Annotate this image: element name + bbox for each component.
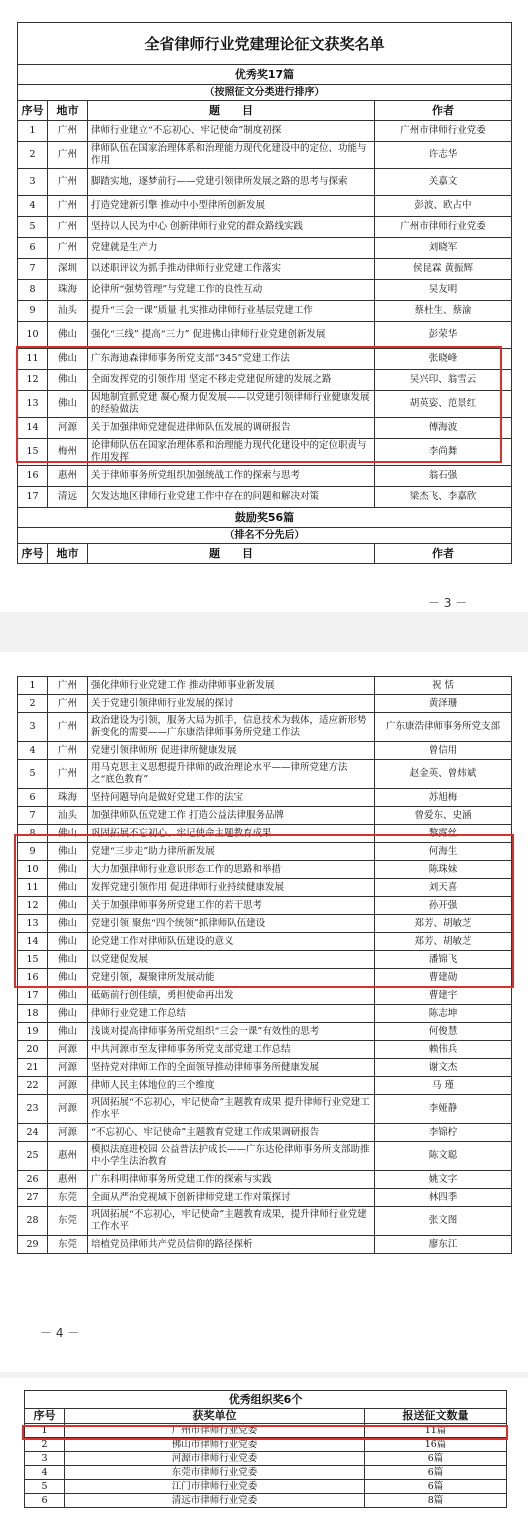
table-row: [18, 987, 512, 1005]
row-author: 翁石强: [375, 466, 512, 487]
row-number: 10: [18, 322, 48, 349]
row-topic: 脚踏实地，逐梦前行——党建引领律所发展之路的思考与探索: [88, 169, 375, 196]
row-topic: 党建就是生产力: [88, 238, 375, 259]
row-number: 28: [18, 1207, 48, 1236]
table-row: [18, 1077, 512, 1095]
row-number: 2: [18, 695, 48, 713]
table-row: [18, 1005, 512, 1023]
row-author: 张晓峰: [375, 349, 512, 370]
table-row: [18, 322, 512, 349]
row-count: 8篇: [365, 1494, 507, 1508]
row-author: 侯昆霖 黄振辉: [375, 259, 512, 280]
table-row: [18, 487, 512, 508]
row-author: 曹建勋: [375, 969, 512, 987]
row-number: 8: [18, 825, 48, 843]
table-row: [18, 677, 512, 695]
table-row: [18, 196, 512, 217]
row-author: 傅海波: [375, 418, 512, 439]
table-row: [18, 969, 512, 987]
row-city: 河源: [48, 418, 88, 439]
table-row: [18, 301, 512, 322]
row-author: 马 瑾: [375, 1077, 512, 1095]
row-city: 珠海: [48, 280, 88, 301]
row-topic: 巩固拓展不忘初心、牢记使命主题教育成果: [88, 825, 375, 843]
row-number: 22: [18, 1077, 48, 1095]
row-author: 何俊慧: [375, 1023, 512, 1041]
row-unit: 清远市律师行业党委: [65, 1494, 365, 1508]
row-number: 4: [18, 196, 48, 217]
org-award-table: [24, 1390, 507, 1508]
row-number: 13: [18, 915, 48, 933]
row-city: 深圳: [48, 259, 88, 280]
row-city: 惠州: [48, 1142, 88, 1171]
row-number: 15: [18, 951, 48, 969]
row-author: 郑芳、胡敏芝: [375, 915, 512, 933]
row-author: 苏旭梅: [375, 789, 512, 807]
row-topic: 全面从严治党视域下创新律师党建工作对策探讨: [88, 1189, 375, 1207]
header-unit: 获奖单位: [65, 1409, 365, 1424]
row-city: 佛山: [48, 861, 88, 879]
row-city: 佛山: [48, 897, 88, 915]
row-number: 12: [18, 370, 48, 391]
row-city: 梅州: [48, 439, 88, 466]
row-topic: 论党建工作对律师队伍建设的意义: [88, 933, 375, 951]
encourage-note: （排名不分先后）: [18, 528, 512, 544]
row-city: 河源: [48, 1059, 88, 1077]
row-number: 1: [25, 1424, 65, 1438]
row-number: 6: [25, 1494, 65, 1508]
row-city: 佛山: [48, 843, 88, 861]
table-row: [25, 1480, 507, 1494]
row-number: 8: [18, 280, 48, 301]
row-city: 广州: [48, 169, 88, 196]
table-row: [18, 933, 512, 951]
row-topic: 培植党员律师共产党员信仰的路径探析: [88, 1236, 375, 1254]
row-topic: 因地制宜抓党建 凝心聚力促发展——以党建引领律师行业健康发展的经验做法: [88, 391, 375, 418]
row-author: 黎露丝: [375, 825, 512, 843]
row-author: 曾信用: [375, 742, 512, 760]
row-author: 谢文杰: [375, 1059, 512, 1077]
page-gap: [0, 612, 528, 652]
row-topic: 大力加强律师行业意识形态工作的思路和举措: [88, 861, 375, 879]
row-city: 广州: [48, 742, 88, 760]
table-row: [18, 825, 512, 843]
row-topic: 律师行业党建工作总结: [88, 1005, 375, 1023]
row-author: 潘锦飞: [375, 951, 512, 969]
row-unit: 东莞市律师行业党委: [65, 1466, 365, 1480]
row-number: 7: [18, 807, 48, 825]
row-author: 广东康浩律师事务所党支部: [375, 713, 512, 742]
row-author: 陈志坤: [375, 1005, 512, 1023]
row-author: 李娅静: [375, 1095, 512, 1124]
row-topic: 以党建促发展: [88, 951, 375, 969]
header-no: 序号: [18, 101, 48, 121]
row-author: 关嘉文: [375, 169, 512, 196]
table-row: [18, 1124, 512, 1142]
org-heading: 优秀组织奖6个: [25, 1391, 507, 1409]
row-topic: 砥砺前行创佳绩，勇担使命再出发: [88, 987, 375, 1005]
row-topic: 关于加强律师事务所党建工作的若干思考: [88, 897, 375, 915]
row-city: 佛山: [48, 391, 88, 418]
table-row: [18, 742, 512, 760]
row-city: 广州: [48, 238, 88, 259]
row-number: 4: [18, 742, 48, 760]
row-topic: 党建引领律师所 促进律所健康发展: [88, 742, 375, 760]
row-city: 广州: [48, 695, 88, 713]
excellent-note: （按照征文分类进行排序）: [18, 85, 512, 101]
row-author: 广州市律师行业党委: [375, 217, 512, 238]
row-number: 1: [18, 677, 48, 695]
row-number: 14: [18, 933, 48, 951]
row-number: 12: [18, 897, 48, 915]
row-city: 佛山: [48, 987, 88, 1005]
row-topic: 坚持问题导向是做好党建工作的法宝: [88, 789, 375, 807]
table-row: [18, 1023, 512, 1041]
row-city: 佛山: [48, 969, 88, 987]
row-city: 广州: [48, 760, 88, 789]
table-row: [18, 169, 512, 196]
row-author: 吴友明: [375, 280, 512, 301]
row-topic: 党建“三步走”助力律所新发展: [88, 843, 375, 861]
table-row: [18, 713, 512, 742]
table-row: [18, 1207, 512, 1236]
row-topic: 发挥党建引领作用 促进律师行业持续健康发展: [88, 879, 375, 897]
page-number-4: － 4 －: [40, 1326, 80, 1340]
row-topic: 全面发挥党的引领作用 坚定不移走党建促所建的发展之路: [88, 370, 375, 391]
row-number: 13: [18, 391, 48, 418]
row-number: 9: [18, 843, 48, 861]
row-city: 佛山: [48, 1023, 88, 1041]
row-author: 祝 恬: [375, 677, 512, 695]
row-number: 3: [25, 1452, 65, 1466]
row-city: 惠州: [48, 1171, 88, 1189]
row-topic: 关于加强律师党建促进律师队伍发展的调研报告: [88, 418, 375, 439]
row-city: 佛山: [48, 370, 88, 391]
row-author: 廖东江: [375, 1236, 512, 1254]
row-unit: 江门市律师行业党委: [65, 1480, 365, 1494]
table-row: [18, 843, 512, 861]
row-number: 11: [18, 349, 48, 370]
row-number: 16: [18, 466, 48, 487]
row-city: 佛山: [48, 951, 88, 969]
row-number: 24: [18, 1124, 48, 1142]
row-number: 5: [18, 760, 48, 789]
row-city: 佛山: [48, 933, 88, 951]
header-city: 地市: [48, 101, 88, 121]
row-topic: 中共河源市至友律师事务所党支部党建工作总结: [88, 1041, 375, 1059]
excellent-heading: 优秀奖17篇: [18, 65, 512, 85]
row-number: 29: [18, 1236, 48, 1254]
table-row: [18, 695, 512, 713]
table-row: [25, 1466, 507, 1480]
table-row: [18, 1142, 512, 1171]
row-topic: 巩固拓展“不忘初心，牢记使命”主题教育成果，提升律师行业党建工作水平: [88, 1207, 375, 1236]
row-author: 蔡杜生、蔡渝: [375, 301, 512, 322]
row-number: 2: [25, 1438, 65, 1452]
row-topic: 以述职评议为抓手推动律师行业党建工作落实: [88, 259, 375, 280]
row-number: 6: [18, 238, 48, 259]
table-row: [18, 1059, 512, 1077]
row-city: 广州: [48, 713, 88, 742]
row-city: 河源: [48, 1041, 88, 1059]
row-number: 20: [18, 1041, 48, 1059]
row-number: 6: [18, 789, 48, 807]
row-count: 6篇: [365, 1480, 507, 1494]
row-author: 陈珠妹: [375, 861, 512, 879]
header-no: 序号: [18, 544, 48, 564]
row-topic: 打造党建新引擎 推动中小型律所创新发展: [88, 196, 375, 217]
row-author: 张文图: [375, 1207, 512, 1236]
row-author: 姚文字: [375, 1171, 512, 1189]
row-city: 广州: [48, 217, 88, 238]
row-author: 彭波、欧占中: [375, 196, 512, 217]
row-number: 5: [18, 217, 48, 238]
table-row: [18, 121, 512, 142]
row-author: 陈文聪: [375, 1142, 512, 1171]
row-author: 何海生: [375, 843, 512, 861]
page-number-3: － 3 －: [428, 596, 468, 610]
table-row: [18, 259, 512, 280]
row-author: 赖伟兵: [375, 1041, 512, 1059]
row-topic: 强化律师行业党建工作 推动律师事业新发展: [88, 677, 375, 695]
row-city: 佛山: [48, 1005, 88, 1023]
row-topic: 坚持以人民为中心 创新律师行业党的群众路线实践: [88, 217, 375, 238]
row-city: 广州: [48, 677, 88, 695]
row-city: 广州: [48, 142, 88, 169]
table-row: [18, 1171, 512, 1189]
encourage-award-table: [17, 676, 512, 1254]
row-topic: 关于党建引领律师行业发展的探讨: [88, 695, 375, 713]
table-row: [18, 789, 512, 807]
row-author: 吴兴印、翁雪云: [375, 370, 512, 391]
row-count: 6篇: [365, 1452, 507, 1466]
row-city: 河源: [48, 1077, 88, 1095]
table-row: [25, 1438, 507, 1452]
table-row: [18, 879, 512, 897]
row-author: 郑芳、胡敏芝: [375, 933, 512, 951]
row-city: 东莞: [48, 1189, 88, 1207]
row-author: 许志华: [375, 142, 512, 169]
org-award-section: [0, 1378, 528, 1515]
page-sheet-4: [0, 652, 528, 1372]
row-topic: 广东海迪森律师事务所党支部“345”党建工作法: [88, 349, 375, 370]
table-row: [18, 439, 512, 466]
row-number: 10: [18, 861, 48, 879]
row-number: 16: [18, 969, 48, 987]
row-number: 15: [18, 439, 48, 466]
row-city: 河源: [48, 1124, 88, 1142]
row-topic: 强化“三线” 提高“三力” 促进佛山律师行业党建创新发展: [88, 322, 375, 349]
row-number: 2: [18, 142, 48, 169]
table-row: [18, 1095, 512, 1124]
row-topic: 律师人民主体地位的三个维度: [88, 1077, 375, 1095]
table-row: [18, 466, 512, 487]
row-unit: 广州市律师行业党委: [65, 1424, 365, 1438]
row-city: 广州: [48, 196, 88, 217]
row-city: 汕头: [48, 807, 88, 825]
row-number: 25: [18, 1142, 48, 1171]
document-title: 全省律师行业党建理论征文获奖名单: [18, 23, 512, 65]
header-count: 报送征文数量: [365, 1409, 507, 1424]
table-row: [18, 1041, 512, 1059]
header-author: 作者: [375, 544, 512, 564]
row-city: 佛山: [48, 825, 88, 843]
header-topic: 题 目: [88, 544, 375, 564]
row-topic: 关于律师事务所党组织加强统战工作的探索与思考: [88, 466, 375, 487]
row-author: 黄泽珊: [375, 695, 512, 713]
row-city: 河源: [48, 1095, 88, 1124]
row-city: 佛山: [48, 879, 88, 897]
row-author: 胡英姿、范景红: [375, 391, 512, 418]
row-topic: 党建引领 聚焦“四个统领”抓律师队伍建设: [88, 915, 375, 933]
table-row: [18, 391, 512, 418]
row-city: 惠州: [48, 466, 88, 487]
header-city: 地市: [48, 544, 88, 564]
row-count: 11篇: [365, 1424, 507, 1438]
row-author: 林四季: [375, 1189, 512, 1207]
row-city: 东莞: [48, 1207, 88, 1236]
page-sheet-3: [0, 0, 528, 612]
table-row: [18, 760, 512, 789]
header-no: 序号: [25, 1409, 65, 1424]
row-author: 李锦柠: [375, 1124, 512, 1142]
encourage-heading: 鼓励奖56篇: [18, 508, 512, 528]
row-topic: 用马克思主义思想提升律师的政治理论水平——律所党建方法之“底色教育”: [88, 760, 375, 789]
table-row: [25, 1494, 507, 1508]
row-city: 佛山: [48, 349, 88, 370]
table-row: [18, 807, 512, 825]
table-row: [18, 1189, 512, 1207]
row-city: 汕头: [48, 301, 88, 322]
row-number: 19: [18, 1023, 48, 1041]
header-author: 作者: [375, 101, 512, 121]
row-number: 3: [18, 169, 48, 196]
header-topic: 题 目: [88, 101, 375, 121]
row-topic: 浅谈对提高律师事务所党组织“三会一课”有效性的思考: [88, 1023, 375, 1041]
excellent-award-table: [17, 22, 512, 564]
row-number: 7: [18, 259, 48, 280]
table-row: [18, 418, 512, 439]
row-number: 27: [18, 1189, 48, 1207]
row-author: 孙开强: [375, 897, 512, 915]
row-number: 17: [18, 987, 48, 1005]
row-city: 清远: [48, 487, 88, 508]
row-author: 曾爱东、史涵: [375, 807, 512, 825]
table-row: [18, 280, 512, 301]
row-unit: 佛山市律师行业党委: [65, 1438, 365, 1452]
row-topic: 律师队伍在国家治理体系和治理能力现代化建设中的定位、功能与作用: [88, 142, 375, 169]
row-topic: 欠发达地区律师行业党建工作中存在的问题和解决对策: [88, 487, 375, 508]
table-row: [18, 142, 512, 169]
row-topic: 律师行业建立“不忘初心、牢记使命”制度初探: [88, 121, 375, 142]
row-author: 彭荣华: [375, 322, 512, 349]
row-city: 珠海: [48, 789, 88, 807]
row-city: 东莞: [48, 1236, 88, 1254]
table-row: [18, 861, 512, 879]
table-row: [18, 370, 512, 391]
row-number: 26: [18, 1171, 48, 1189]
row-topic: 广东科明律师事务所党建工作的探索与实践: [88, 1171, 375, 1189]
row-number: 14: [18, 418, 48, 439]
row-author: 李尚舞: [375, 439, 512, 466]
row-topic: 加强律师队伍党建工作 打造公益法律服务品牌: [88, 807, 375, 825]
row-author: 广州市律师行业党委: [375, 121, 512, 142]
row-number: 21: [18, 1059, 48, 1077]
table-row: [18, 915, 512, 933]
row-topic: 论律所“强势管理”与党建工作的良性互动: [88, 280, 375, 301]
table-row: [18, 217, 512, 238]
row-author: 曹建宇: [375, 987, 512, 1005]
row-author: 刘天喜: [375, 879, 512, 897]
table-row: [25, 1424, 507, 1438]
row-number: 5: [25, 1480, 65, 1494]
row-number: 4: [25, 1466, 65, 1480]
row-author: 梁杰飞、李嘉欣: [375, 487, 512, 508]
table-row: [18, 951, 512, 969]
table-row: [25, 1452, 507, 1466]
row-topic: 巩固拓展“不忘初心，牢记使命”主题教育成果 提升律师行业党建工作水平: [88, 1095, 375, 1124]
row-city: 佛山: [48, 915, 88, 933]
row-topic: 政治建设为引领，服务大局为抓手，信息技术为载体，适应新形势新变化的需要——广东康浩律师事务所党建工作法: [88, 713, 375, 742]
row-number: 3: [18, 713, 48, 742]
row-topic: 坚持党对律师工作的全面领导推动律师事务所健康发展: [88, 1059, 375, 1077]
table-row: [18, 349, 512, 370]
row-city: 佛山: [48, 322, 88, 349]
row-city: 广州: [48, 121, 88, 142]
row-number: 23: [18, 1095, 48, 1124]
row-author: 赵金英、曾炜斌: [375, 760, 512, 789]
row-unit: 河源市律师行业党委: [65, 1452, 365, 1466]
row-number: 1: [18, 121, 48, 142]
row-number: 17: [18, 487, 48, 508]
row-topic: 提升“三会一课”质量 扎实推动律师行业基层党建工作: [88, 301, 375, 322]
row-topic: 模拟法庭进校园 公益普法护成长——广东达伦律师事务所支部助推中小学生法治教育: [88, 1142, 375, 1171]
row-number: 9: [18, 301, 48, 322]
row-count: 6篇: [365, 1466, 507, 1480]
table-row: [18, 1236, 512, 1254]
row-topic: 论律师队伍在国家治理体系和治理能力现代化建设中的定位职责与作用发挥: [88, 439, 375, 466]
table-row: [18, 238, 512, 259]
row-topic: “不忘初心、牢记使命”主题教育党建工作成果调研报告: [88, 1124, 375, 1142]
row-number: 11: [18, 879, 48, 897]
table-row: [18, 897, 512, 915]
row-topic: 党建引领，凝聚律所发展动能: [88, 969, 375, 987]
row-count: 16篇: [365, 1438, 507, 1452]
row-number: 18: [18, 1005, 48, 1023]
row-author: 刘晓军: [375, 238, 512, 259]
